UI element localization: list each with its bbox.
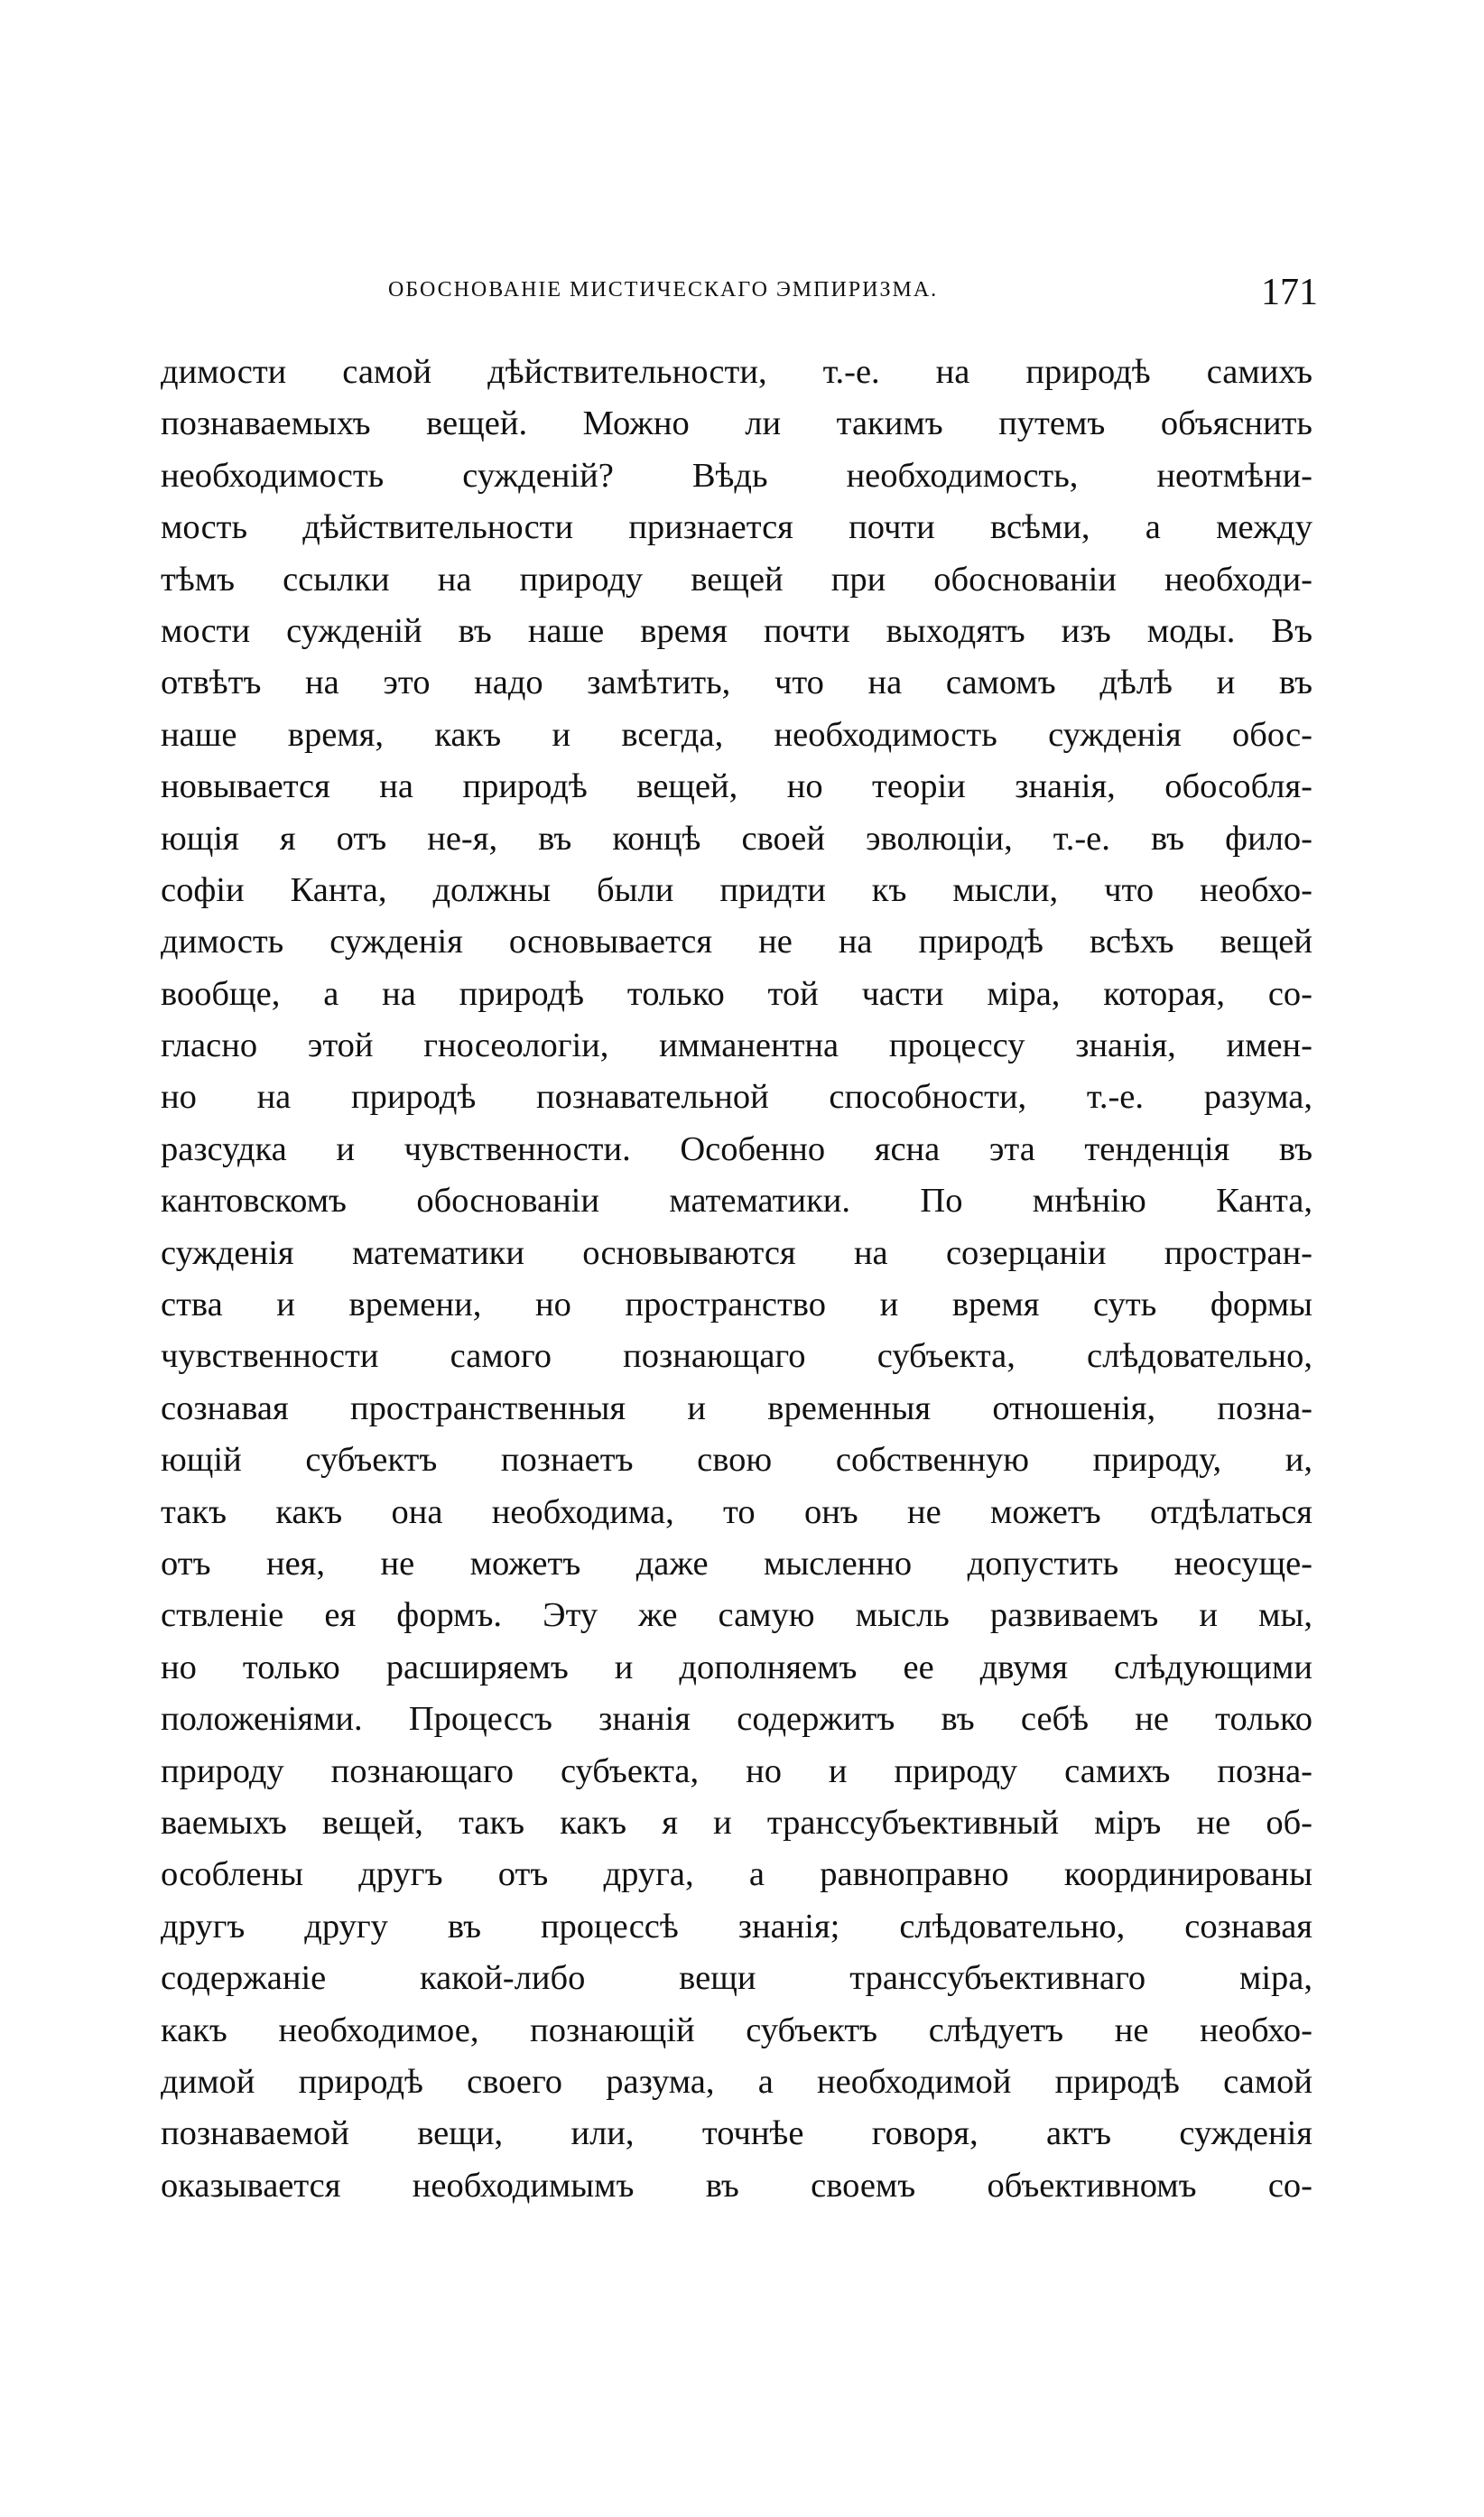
text-line: такъ какъ она необходима, то онъ не можетъ отдѣлаться bbox=[161, 1492, 1312, 1531]
text-line: кантовскомъ обоснованіи математики. По мнѣнію Канта, bbox=[161, 1182, 1312, 1221]
text-line: мости сужденій въ наше время почти выходятъ изъ моды. Въ bbox=[161, 611, 1312, 650]
page-header bbox=[388, 271, 1318, 316]
text-line: новывается на природѣ вещей, но теоріи знанія, обособля- bbox=[161, 767, 1312, 806]
text-line: отъ нея, не можетъ даже мысленно допустить неосуще- bbox=[161, 1544, 1312, 1583]
text-line: ющія я отъ не-я, въ концѣ своей эволюціи, т.-е. въ фило- bbox=[161, 819, 1312, 858]
running-title: ОБОСНОВАНІЕ МИСТИЧЕСКАГО ЭМПИРИЗМА. bbox=[388, 278, 939, 302]
text-line: сознавая пространственныя и временныя отношенія, позна- bbox=[161, 1389, 1312, 1427]
text-line: положеніями. Процессъ знанія содержитъ въ себѣ не только bbox=[161, 1700, 1312, 1739]
text-line: необходимость сужденій? Вѣдь необходимость, неотмѣни- bbox=[161, 456, 1312, 495]
text-line: тѣмъ ссылки на природу вещей при обоснованіи необходи- bbox=[161, 560, 1312, 599]
text-line: чувственности самого познающаго субъекта, слѣдовательно, bbox=[161, 1337, 1312, 1376]
text-line: ющій субъектъ познаетъ свою собственную природу, и, bbox=[161, 1441, 1312, 1480]
text-line: но на природѣ познавательной способности, т.-е. разума, bbox=[161, 1078, 1312, 1117]
text-line: но только расширяемъ и дополняемъ ее двумя слѣдующими bbox=[161, 1648, 1312, 1686]
text-line: софіи Канта, должны были придти къ мысли, что необхо- bbox=[161, 870, 1312, 909]
text-line: димости самой дѣйствительности, т.-е. на природѣ самихъ bbox=[161, 353, 1312, 391]
text-line: ства и времени, но пространство и время суть формы bbox=[161, 1286, 1312, 1324]
text-line: мость дѣйствительности признается почти всѣми, а между bbox=[161, 508, 1312, 547]
body-text bbox=[161, 347, 1312, 2212]
page-number: 171 bbox=[1261, 272, 1318, 313]
text-line: оказывается необходимымъ въ своемъ объективномъ со- bbox=[161, 2166, 1312, 2205]
text-line: ваемыхъ вещей, такъ какъ я и транссубъективный міръ не об- bbox=[161, 1803, 1312, 1842]
text-line: сужденія математики основываются на созерцаніи простран- bbox=[161, 1233, 1312, 1272]
text-line: отвѣтъ на это надо замѣтить, что на самомъ дѣлѣ и въ bbox=[161, 664, 1312, 702]
text-line: димой природѣ своего разума, а необходимой природѣ самой bbox=[161, 2062, 1312, 2101]
text-line: познаваемыхъ вещей. Можно ли такимъ путемъ объяснить bbox=[161, 404, 1312, 443]
text-line: разсудка и чувственности. Особенно ясна эта тенденція въ bbox=[161, 1129, 1312, 1168]
text-line: содержаніе какой-либо вещи транссубъективнаго міра, bbox=[161, 1959, 1312, 1998]
text-line: вообще, а на природѣ только той части міра, которая, со- bbox=[161, 974, 1312, 1013]
text-line: другъ другу въ процессѣ знанія; слѣдовательно, сознавая bbox=[161, 1907, 1312, 1946]
text-line: наше время, какъ и всегда, необходимость сужденія обос- bbox=[161, 715, 1312, 754]
text-line: природу познающаго субъекта, но и природу самихъ позна- bbox=[161, 1751, 1312, 1790]
text-line: гласно этой гносеологіи, имманентна процессу знанія, имен- bbox=[161, 1026, 1312, 1065]
text-line: ствленіе ея формъ. Эту же самую мысль развиваемъ и мы, bbox=[161, 1596, 1312, 1635]
text-line: какъ необходимое, познающій субъектъ слѣдуетъ не необхо- bbox=[161, 2011, 1312, 2049]
text-line: димость сужденія основывается не на природѣ всѣхъ вещей bbox=[161, 923, 1312, 961]
text-line: особлены другъ отъ друга, а равноправно координированы bbox=[161, 1855, 1312, 1894]
text-line: познаваемой вещи, или, точнѣе говоря, актъ сужденія bbox=[161, 2114, 1312, 2153]
